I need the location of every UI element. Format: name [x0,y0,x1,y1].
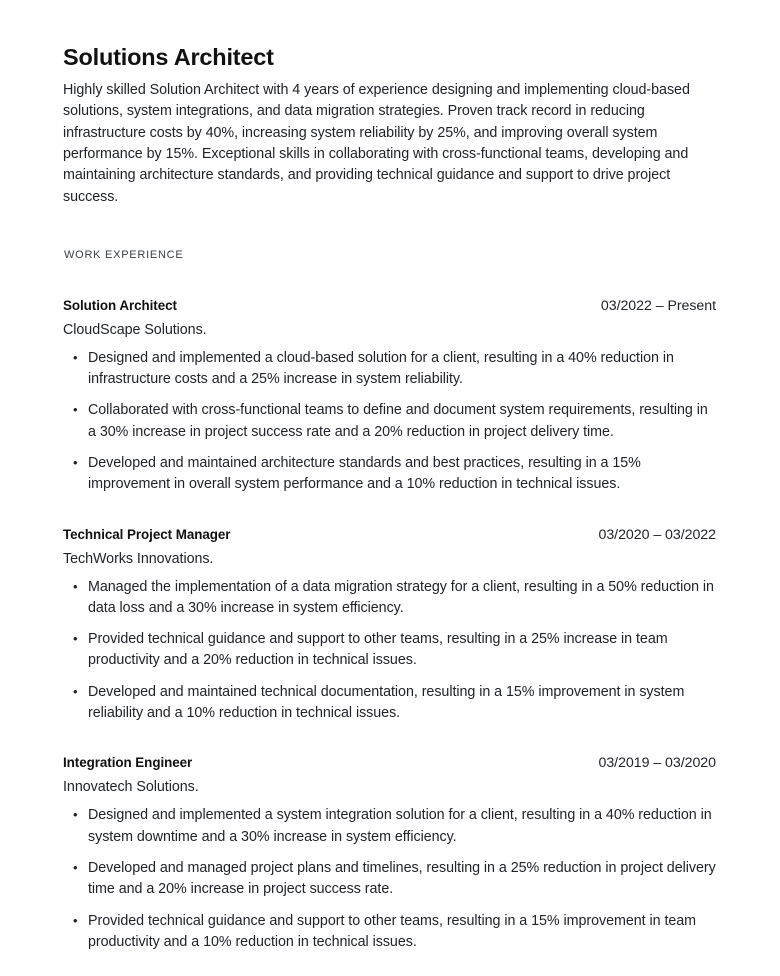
job-achievements-list [63,577,716,725]
list-item: • Provided technical guidance and support to other teams, resulting in a 15% improvement in team productivity and a 10% reduction in technical issues. [63,911,718,954]
list-item: • Designed and implemented a cloud-based solution for a client, resulting in a 40% reduction in infrastructure costs and a 25% increase in system reliability. [63,348,718,391]
list-item: • Developed and maintained architecture standards and best practices, resulting in a 15% improvement in overall system performance and a 10% reduction in technical issues. [63,453,718,496]
job-title: Integration Engineer [63,755,193,771]
experience-entry-header [63,754,716,772]
job-achievements-list [63,805,716,953]
page-title: Solutions Architect [63,44,274,70]
job-dates: 03/2022 – Present [600,297,716,314]
list-item: • Designed and implemented a system integration solution for a client, resulting in a 40% reduction in system downtime and a 30% increase in system efficiency. [63,805,718,848]
experience-entry-header [63,526,716,544]
experience-entry-header [63,297,716,315]
list-item: • Managed the implementation of a data migration strategy for a client, resulting in a 50% reduction in data loss and a 30% increase in system efficiency. [63,577,718,620]
experience-entry [63,754,716,953]
list-item: • Developed and managed project plans and timelines, resulting in a 25% reduction in project delivery time and a 20% increase in project success rate. [63,858,718,901]
job-company: CloudScape Solutions. [63,321,207,338]
list-item: • Collaborated with cross-functional teams to define and document system requirements, resulting in a 30% increase in project success rate and a 20% reduction in project delivery time. [63,400,718,443]
experience-entry [63,297,716,496]
job-company: TechWorks Innovations. [63,550,214,567]
job-dates: 03/2020 – 03/2022 [598,526,716,543]
job-company: Innovatech Solutions. [63,779,199,796]
experience-entry [63,526,716,725]
job-achievements-list [63,348,716,496]
list-item: • Developed and maintained technical documentation, resulting in a 15% improvement in system reliability and a 10% reduction in technical issues. [63,682,718,725]
job-title: Solution Architect [63,297,177,313]
section-header-work-experience: WORK EXPERIENCE [64,248,184,261]
professional-summary: Highly skilled Solution Architect with 4 years of experience designing and implementing cloud-based solutions, system integrations, and data migration strategies. Proven track record in reducing infrastructure costs by 40%, increasing system reliability by 25%, and improving overall system performance by 15%. Exceptional skills in collaborating with cross-functional teams, developing and maintaining architecture standards, and providing technical guidance and support to drive project success. [63,82,690,205]
list-item: • Provided technical guidance and support to other teams, resulting in a 25% increase in team productivity and a 20% reduction in technical issues. [63,629,718,672]
job-dates: 03/2019 – 03/2020 [598,755,716,772]
job-title: Technical Project Manager [63,526,231,542]
